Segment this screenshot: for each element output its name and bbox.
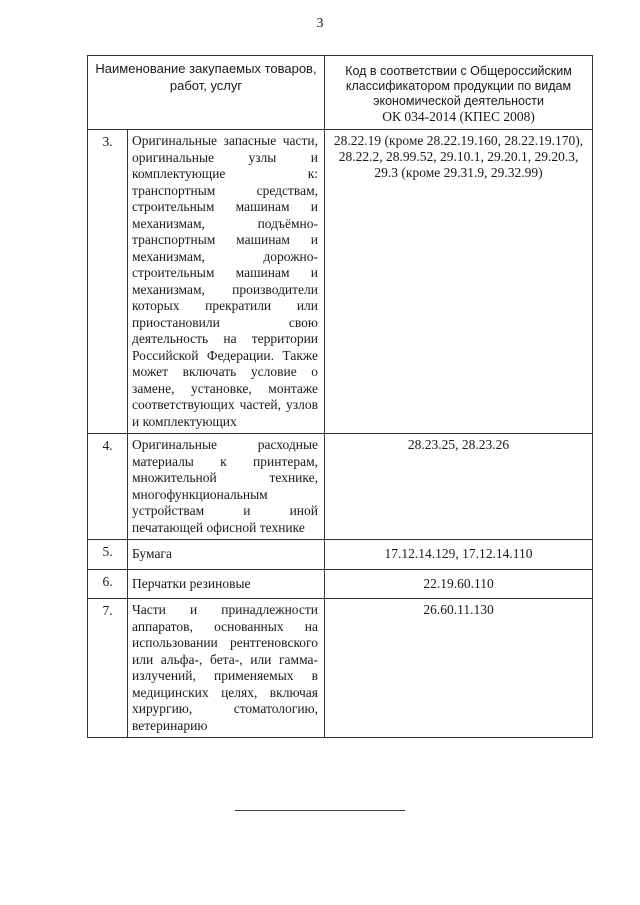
row-code: 22.19.60.110 <box>325 569 593 599</box>
table-header-row <box>88 56 593 130</box>
page-number: 3 <box>316 16 324 31</box>
header-code-text: Код в соответствии с Общероссийским классификатором продукции по видам экономической деятельности <box>345 64 572 108</box>
table-row <box>88 569 593 599</box>
row-code: 17.12.14.129, 17.12.14.110 <box>325 540 593 570</box>
footer-rule <box>235 810 405 811</box>
row-name: Части и принадлежности аппаратов, основанных на использовании рентгеновского или альфа-, бета-, или гамма-излучений, применяемых в медицинских целях, включая хирургию, стоматологию, ветеринарию <box>128 599 325 738</box>
row-number: 6. <box>88 569 128 599</box>
goods-table <box>87 55 593 738</box>
table-row <box>88 599 593 738</box>
header-code <box>325 56 593 130</box>
table-row <box>88 540 593 570</box>
row-number: 5. <box>88 540 128 570</box>
row-number: 7. <box>88 599 128 738</box>
row-name: Перчатки резиновые <box>128 569 325 599</box>
row-number: 3. <box>88 130 128 434</box>
row-code: 26.60.11.130 <box>325 599 593 738</box>
header-code-standard: ОК 034-2014 (КПЕС 2008) <box>382 109 535 124</box>
table-row <box>88 130 593 434</box>
header-name: Наименование закупаемых товаров, работ, услуг <box>88 56 325 130</box>
row-name: Оригинальные запасные части, оригинальные узлы и комплектующие к: транспортным средствам, строительным машинам и механизмам, подъёмно-транспортным машинам и механизмам, дорожно-строительным машинам и механизмам, производители которых прекратили или приостановили свою деятельность на территории Российской Федерации. Также может включать условие о замене, установке, монтаже соответствующих частей, узлов и комплектующих <box>128 130 325 434</box>
row-name: Оригинальные расходные материалы к принтерам, множительной технике, многофункциональным устройствам и иной печатающей офисной технике <box>128 434 325 540</box>
row-code: 28.23.25, 28.23.26 <box>325 434 593 540</box>
row-number: 4. <box>88 434 128 540</box>
table-row <box>88 434 593 540</box>
row-name: Бумага <box>128 540 325 570</box>
row-code: 28.22.19 (кроме 28.22.19.160, 28.22.19.170), 28.22.2, 28.99.52, 29.10.1, 29.20.1, 29.20.3, 29.3 (кроме 29.31.9, 29.32.99) <box>325 130 593 434</box>
